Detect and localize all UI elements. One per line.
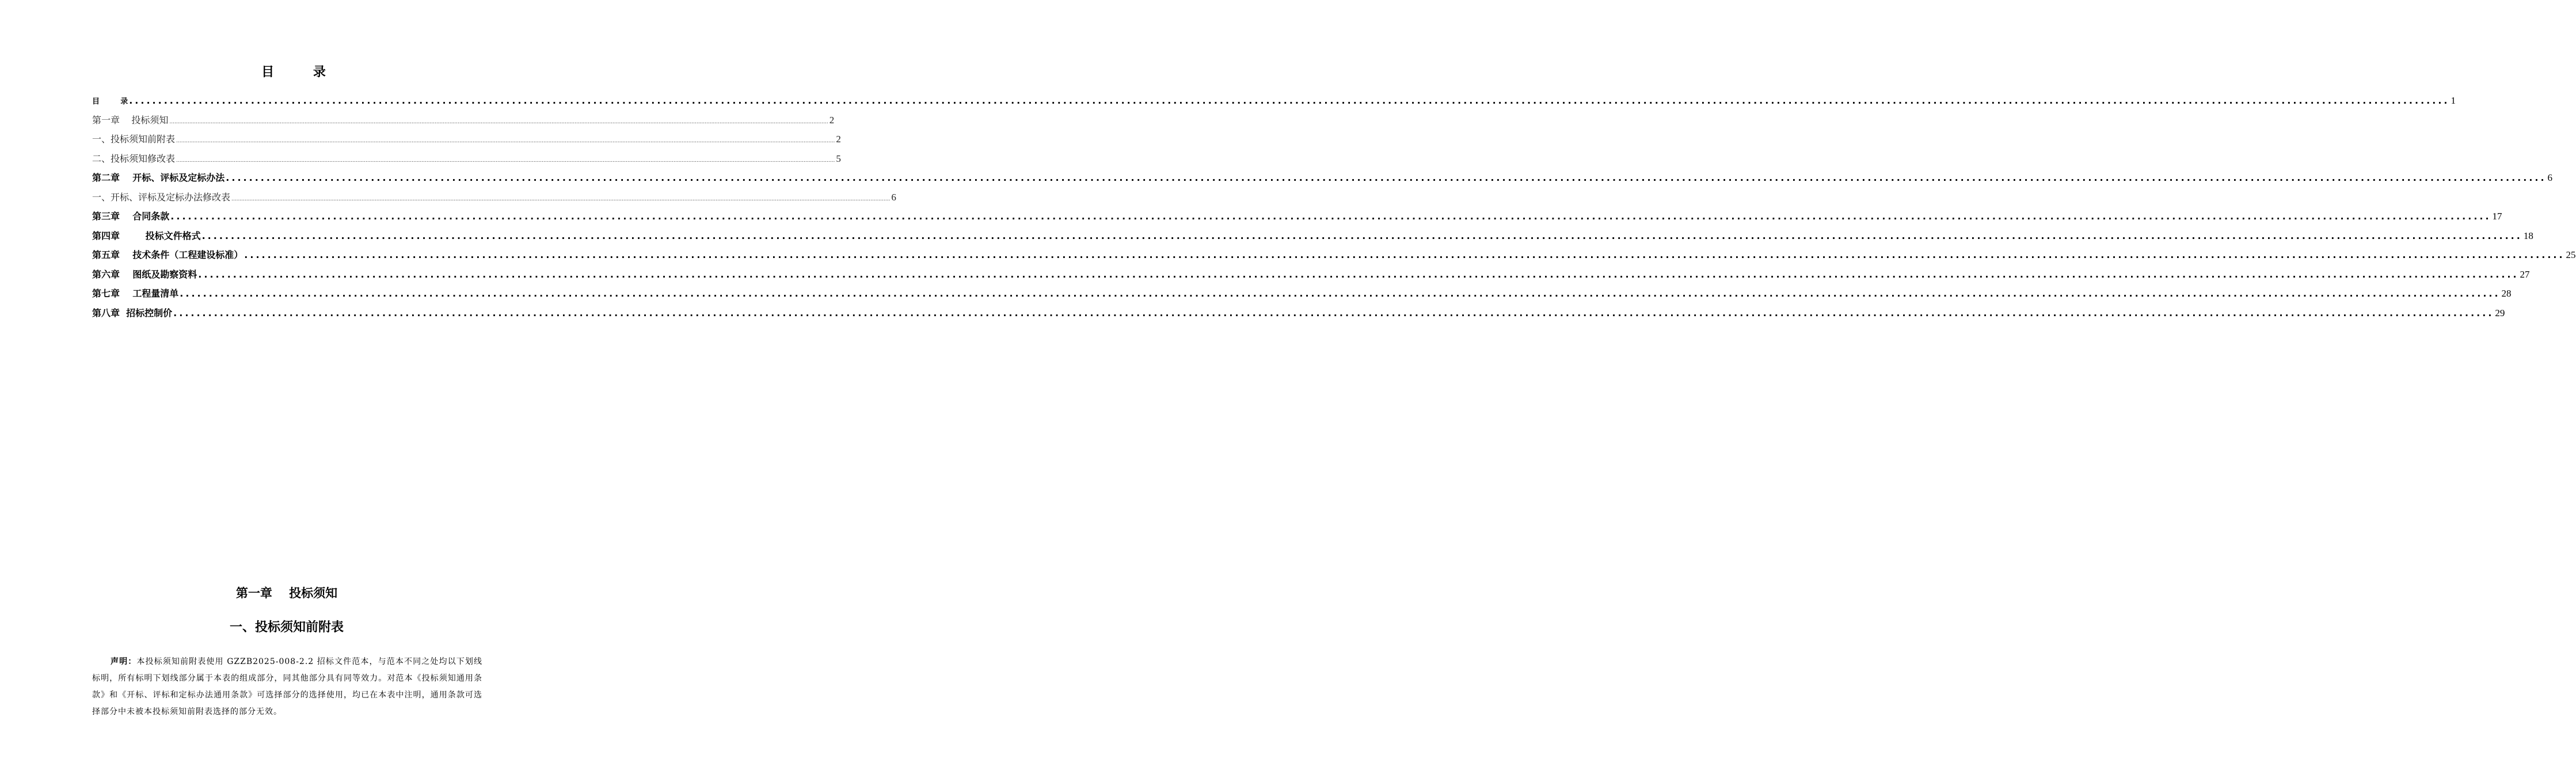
table-of-contents: [92, 91, 2576, 322]
toc-entry-label: 第四章 投标文件格式: [92, 230, 201, 241]
toc-dot-leader: ................................................................................................................................................................................................................................................................................................................................................................................................................: [244, 249, 2565, 260]
toc-entry-page: 29: [2495, 307, 2505, 318]
toc-dot-leader: ................................................................................................................................................................................................................................................................................................................................................................................................................: [226, 172, 2547, 183]
toc-entry-label: 目 录: [92, 97, 128, 106]
toc-entry-page: 17: [2492, 211, 2502, 222]
toc-dot-leader: ................................................................................................................................................................................................................................................................................................................................................................................................................: [176, 138, 835, 144]
toc-entry-page: 6: [891, 191, 896, 203]
toc-entry[interactable]: [92, 303, 2505, 323]
chapter-heading: 第一章 投标须知: [235, 586, 338, 600]
toc-entry[interactable]: [92, 149, 841, 169]
toc-dot-leader: ................................................................................................................................................................................................................................................................................................................................................................................................................: [176, 157, 835, 164]
toc-entry-page: 27: [2520, 268, 2530, 280]
toc-dot-leader: ................................................................................................................................................................................................................................................................................................................................................................................................................: [129, 95, 2450, 106]
toc-entry-label: 一、开标、评标及定标办法修改表: [92, 191, 231, 203]
toc-dot-leader: ................................................................................................................................................................................................................................................................................................................................................................................................................: [201, 230, 2522, 241]
toc-entry-label: 第一章 投标须知: [92, 114, 169, 126]
toc-entry-label: 第五章 技术条件（工程建设标准）: [92, 249, 243, 260]
toc-entry[interactable]: [92, 111, 835, 130]
toc-entry[interactable]: [92, 188, 896, 207]
toc-entry-label: 第六章 图纸及勘察资料: [92, 268, 197, 280]
declaration-paragraph: [92, 654, 482, 720]
declaration-lead: 声明：: [111, 657, 137, 666]
toc-entry-page: 2: [829, 114, 835, 126]
toc-entry-label: 第三章 合同条款: [92, 211, 170, 222]
toc-entry-page: 5: [836, 153, 841, 164]
section-heading: 一、投标须知前附表: [229, 620, 344, 635]
toc-entry-page: 2: [836, 134, 841, 145]
toc-entry-page: 18: [2523, 230, 2533, 241]
toc-entry-page: 1: [2451, 95, 2456, 106]
toc-entry[interactable]: [92, 168, 2553, 188]
toc-entry-page: 28: [2501, 288, 2512, 299]
toc-entry[interactable]: [92, 265, 2530, 284]
toc-entry-label: 第二章 开标、评标及定标办法: [92, 172, 225, 183]
toc-entry[interactable]: [92, 130, 841, 149]
toc-entry[interactable]: [92, 226, 2533, 246]
declaration-body: 本投标须知前附表使用 GZZB2025-008-2.2 招标文件范本，与范本不同之处均以下划线标明，所有标明下划线部分属于本表的组成部分，同其他部分具有同等效力。对范本《投标须知通用条款》和《开标、评标和定标办法通用条款》可选择部分的选择使用，均已在本表中注明，通用条款可选择部分中未被本投标须知前附表选择的部分无效。: [92, 657, 482, 716]
toc-dot-leader: ................................................................................................................................................................................................................................................................................................................................................................................................................: [198, 268, 2519, 280]
toc-dot-leader: ................................................................................................................................................................................................................................................................................................................................................................................................................: [170, 211, 2491, 222]
toc-title: 目 录: [261, 65, 326, 79]
toc-dot-leader: ................................................................................................................................................................................................................................................................................................................................................................................................................: [180, 288, 2501, 299]
toc-dot-leader: ................................................................................................................................................................................................................................................................................................................................................................................................................: [173, 307, 2494, 318]
toc-entry[interactable]: [92, 284, 2512, 303]
toc-entry-label: 第七章 工程量清单: [92, 288, 179, 299]
toc-dot-leader: ................................................................................................................................................................................................................................................................................................................................................................................................................: [169, 119, 828, 125]
toc-dot-leader: ................................................................................................................................................................................................................................................................................................................................................................................................................: [231, 196, 891, 202]
toc-entry-label: 第八章 招标控制价: [92, 307, 173, 318]
toc-entry-page: 25: [2566, 249, 2576, 260]
toc-entry-label: 二、投标须知修改表: [92, 153, 176, 164]
toc-entry[interactable]: [92, 245, 2576, 265]
toc-entry-label: 一、投标须知前附表: [92, 134, 176, 145]
toc-entry-page: 6: [2547, 172, 2553, 183]
toc-entry[interactable]: [92, 207, 2502, 226]
toc-entry[interactable]: [92, 91, 2456, 111]
